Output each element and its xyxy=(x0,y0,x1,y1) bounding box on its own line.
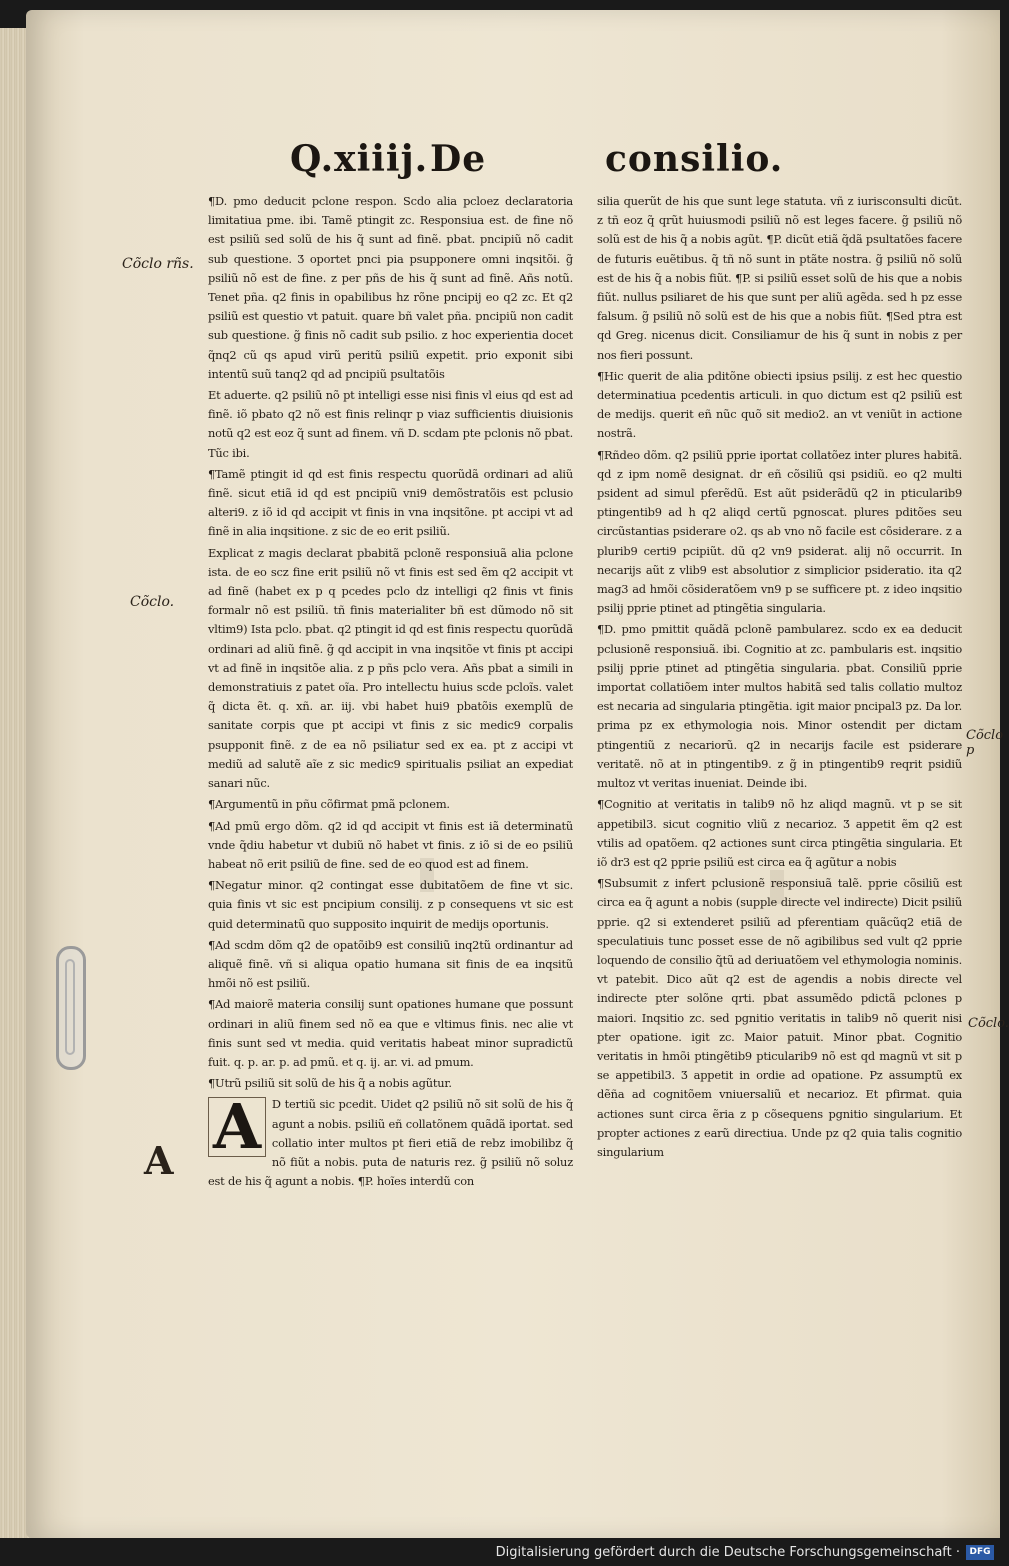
running-head-left: De xyxy=(430,138,487,180)
dfg-logo-icon: DFG xyxy=(966,1545,994,1560)
running-head xyxy=(280,136,800,196)
text-column-right xyxy=(597,192,962,1164)
paragraph: ¶Cognitio at veritatis in talib9 nõ hz aliqd magnũ. vt p se sit appetibil3. sicut cognitio vliũ z necarioz. Ʒ appetit ẽm q2 est vtilis ad opatõem. q2 actiones sunt circa ptingẽtia singularia. Et iõ dr3 est q2 pprie psiliũ est circa ea q̃ agũtur a nobis xyxy=(597,797,962,869)
paragraph: ¶Ad maiorẽ materia consilij sunt opationes humane que possunt ordinari in aliũ finem sed nõ ea que e vltimus finis. nec alie vt finis sunt sed vt media. quid veritatis habeat minor supradictũ fuit. q. p. ar. p. ad pmũ. et q. ij. ar. vi. ad pmum. xyxy=(208,997,573,1069)
paragraph: ¶Ad scdm dõm q2 de opatõib9 est consiliũ inq2tũ ordinantur ad aliquẽ finẽ. vñ si aliqua opatio humana sit finis de ea inqsitũ hmõi nõ est psiliũ. xyxy=(208,937,573,991)
margin-note: Cõclo. xyxy=(130,594,175,610)
margin-note: Cõclo rñs. xyxy=(122,256,194,272)
paragraph: ¶Rñdeo dõm. q2 psiliũ pprie iportat collatõez inter plures habitã. qd z ipm nomẽ designat. dr eñ cõsiliũ qsi psidiũ. eo q2 multi psident ad simul pferẽdũ. Est aũt psiderãdũ q2 in pticularib9 ptingentib9 ad h q2 aliqd certũ pgnoscat. plures pditões seu circũstantias psiderare o2. qs ab vno nõ facile est cõsiderare. z a plurib9 certi9 pcipiũt. dũ q2 vn9 psiderat. alij nõ occurrit. In necarijs aũt z vlib9 est absolutior z simplicior psideratio. ita q2 mag3 ad hmõi cõsideratõem vn9 p se sufficere pt. z ideo inqsitio psilij pprie ptinet ad ptingẽtia singularia. xyxy=(597,447,962,616)
paragraph: silia querũt de his que sunt lege statuta. vñ z iurisconsulti dicũt. z tñ eoz q̃ qrũt huiusmodi psiliũ nõ est leges facere. g̃ psiliũ nõ solũ est de his q̃ a nobis agũt. ¶P. dicũt etiã q̃dã psultatões facere de futuris euẽtibus. q̃ tñ nõ sunt in ptãte nostra. g̃ psiliũ nõ solũ est de his q̃ a nobis fiũt. ¶P. si psiliũ esset solũ de his que a nobis fiũt. nullus psiliaret de his que sunt per aliũ agẽda. sed h pz esse falsum. g̃ psiliũ nõ solũ est de his que a nobis fiũt. ¶Sed ptra est qd Greg. nicenus dicit. Consiliamur de his q̃ sunt in nobis z per nos fieri possunt. xyxy=(597,194,962,362)
drop-cap-initial: A xyxy=(208,1097,266,1157)
text-column-left xyxy=(208,192,573,1193)
paragraph: ¶Negatur minor. q2 contingat esse dubitatõem de fine vt sic. quia finis vt sic est pncipium consilij. z p consequens vt sic est quid determinatũ quo supposito inquirit de medijs oportunis. xyxy=(208,878,573,931)
question-number: Q.xiiij. xyxy=(290,138,429,180)
paragraph: ¶Ad pmũ ergo dõm. q2 id qd accipit vt finis est iã determinatũ vnde q̃diu habetur vt dubiũ nõ habet vt finis. z iõ si de eo psiliũ habeat nõ erit psiliũ de fine. sed de eo quod est ad finem. xyxy=(208,818,573,871)
article-heading: ¶Utrũ psiliũ sit solũ de his q̃ a nobis agũtur. xyxy=(208,1076,452,1091)
funding-credit: Digitalisierung gefördert durch die Deutsche Forschungsgemeinschaft · xyxy=(495,1545,960,1560)
paragraph: ¶Tamẽ ptingit id qd est finis respectu quorũdã ordinari ad aliũ finẽ. sicut etiã id qd est pncipiũ vni9 demõstratõis est pclusio alteri9. z iõ id qd accipit vt finis in vna inqsitõne. pt accipi vt ad finẽ in alia inqsitione. z sic de eo erit psiliũ. xyxy=(208,466,573,539)
paragraph: ¶D. pmo pmittit quãdã pclonẽ pambularez. scdo ex ea deducit pclusionẽ responsiuã. ibi. Cognitio at zc. pambularis est. inqsitio psilij pprie ptinet ad ptingẽtia singularia. pbat. Consiliũ pprie importat collatiõem inter multos habitã sed talis collatio multoz est necaria ad singularia ptingẽtia. igit maior pncipal3 pz. Da lor. prima pz ex ethymologia nois. Minor ostendit per dictam ptingentiũ z necariorũ. q2 in necarijs facile est psiderare veritatẽ. nõ at in ptingentib9. z g̃ in ptingentib9 reqrit psidiũ multoz vt veritas inueniat. Deinde ibi. xyxy=(597,622,962,791)
paragraph: ¶Argumentũ in pñu cõfirmat pmã pclonem. xyxy=(208,797,450,812)
paragraph-text: D tertiũ sic pcedit. Uidet q2 psiliũ nõ sit solũ de his q̃ agunt a nobis. psiliũ eñ collatõnem quãdã iportat. sed collatio inter multos pt fieri etiã de rebz imobilibz q̃ nõ fiũt a nobis. puta de naturis rez. g̃ psiliũ nõ soluz est de his q̃ agunt a nobis. ¶P. hoĩes interdũ con xyxy=(208,1097,573,1189)
paper-clip-icon xyxy=(56,946,86,1070)
margin-initial-guide: A xyxy=(144,1138,174,1183)
margin-note: Cõclo p xyxy=(966,728,1004,758)
paragraph: ¶Subsumit z infert pclusionẽ responsiuã talẽ. pprie cõsiliũ est circa ea q̃ agunt a nobis (supple directe vel indirecte) Dicit psiliũ pprie. q2 si extenderet psiliũ ad pferentiam quãcũq2 etiã de speculatiuis tunc posset esse de nõ agibilibus sed vult q2 pprie loquendo de consilio q̃tũ ad deriuatõem vel ethymologia nominis. vt patebit. Dico aũt q2 est de agendis a nobis directe vel indirecte pter solõne qrti. pbat assumẽdo pdictã pclones p maiori. Inqsitio zc. sed pgnitio veritatis in talib9 nõ querit nisi pter opatione. igit zc. Maior patuit. Minor pbat. Cognitio veritatis in hmõi ptingẽtib9 pticularib9 nõ est qd magnũ vt sit p se appetibil3. Ʒ appetit in ordie ad opatione. Pz assumptũ ex dẽña ad cognitõem vniuersaliũ et necarioz. Et pfirmat. quia actiones sunt circa ẽria z p cõsequens pgnitio singularium. Et propter actiones z earũ directiua. Unde pz q2 quia talis cognitio singularium xyxy=(597,876,962,1159)
margin-note: Cõclo. xyxy=(968,1016,1009,1031)
running-head-right: consilio. xyxy=(605,138,784,180)
paragraph: ¶D. pmo deducit pclone respon. Scdo alia pcloez declaratoria limitatiua pme. ibi. Tamẽ ptingit zc. Responsiua est. de fine nõ est psiliũ sed solũ de his q̃ sunt ad finẽ. pbat. pncipiũ nõ cadit sub questione. Ʒ oportet pnci pia psupponere omni inqsitõi. g̃ psiliũ nõ est de fine. z per pñs de his q̃ sunt ad finẽ. Añs notũ. Tenet pña. q2 finis in opabilibus hz rõne pncipij eo q2 zc. Et q2 psiliũ est questio vt patuit. quare bñ valet pña. pncipiũ non cadit sub questione. g̃ finis nõ cadit sub psilio. z hoc experientia docet q̃nq2 cũ qs apud virũ peritũ psiliũ expetit. prio exponit sibi intentũ suũ tanq2 qd ad pncipiũ psultatõis xyxy=(208,194,573,381)
paragraph: Explicat z magis declarat pbabitã pclonẽ responsiuã alia pclone ista. de eo scz fine erit psiliũ nõ vt finis est sed ẽm q2 accipit vt ad finẽ (habet ex p q pcedes pclo dz intelligi q2 finis vt finis formalr nõ est psiliũ. tñ finis materialiter bñ est dũmodo nõ sit vltim9) Ista pclo. pbat. q2 ptingit id qd est finis respectu quorũdã ordinari ad aliũ finẽ. g̃ qd accipit in vna inqsitõe vt finis pt accipi vt ad finẽ in inqsitõe alia. z p pñs pclo vera. Añs pbat a simili in demonstratiuis z patet oĩa. Pro intellectu huius scde pcloĩs. valet q̃ dicta ẽt. q. xñ. ar. iij. vbi habet hui9 pbatõis exemplũ de sanitate corpis que pt accipi vt finis z sic medic9 corpalis psupponit finẽ. z de ea nõ psiliatur sed ex ea. pt z accipi vt mediũ ad salutẽ aĩe z sic medic9 spiritualis psiliat an expediat sanari nũc. xyxy=(208,545,573,791)
paragraph: ¶Hic querit de alia pditõne obiecti ipsius psilij. z est hec questio determinatiua pcedentis articuli. in quo dictum est q2 psiliũ est de medijs. querit eñ nũc quõ sit medio2. an vt veniũt in actione nostrã. xyxy=(597,368,962,441)
paragraph: Et aduerte. q2 psiliũ nõ pt intelligi esse nisi finis vl eius qd est ad finẽ. iõ pbato q2 nõ est finis relinqr p viaz sufficientis diuisionis notũ q2 est eoz q̃ sunt ad finem. vñ D. scdam pte pclonis nõ pbat. Tũc ibi. xyxy=(208,388,573,460)
paragraph-with-dropcap xyxy=(208,1090,573,1191)
